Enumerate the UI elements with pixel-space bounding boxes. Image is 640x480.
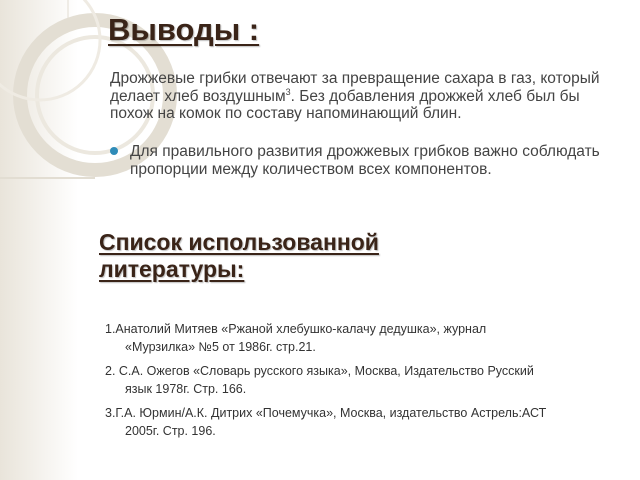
reference-line: язык 1978г. Стр. 166. (125, 382, 247, 396)
bullet-icon (110, 147, 118, 155)
reference-line: 2. С.А. Ожегов «Словарь русского языка», Москва, Издательство Русский (105, 364, 534, 378)
reference-item (105, 362, 615, 398)
conclusion-text-part1: Дрожжевые грибки отвечают за превращение сахара в газ, который делает хлеб воздушным (110, 70, 600, 105)
page-title: Выводы : (108, 12, 260, 47)
reference-item (105, 320, 615, 356)
conclusion-text-part2: . Без добавления дрожжей хлеб был бы похож на комок по составу напоминающий блин. (110, 87, 580, 122)
conclusion-bullet (110, 143, 610, 178)
reference-item (105, 404, 615, 440)
reference-line: 3.Г.А. Юрмин/А.К. Дитрих «Почемучка», Москва, издательство Астрель:АСТ (105, 406, 547, 420)
reference-line: «Мурзилка» №5 от 1986г. стр.21. (125, 340, 316, 354)
bullet-text: Для правильного развития дрожжевых грибков важно соблюдать пропорции между количеством всех компонентов. (130, 143, 600, 178)
conclusion-paragraph (110, 70, 610, 123)
footnote-marker: 3 (285, 86, 291, 97)
references-heading: Список использованной литературы: (99, 229, 379, 282)
reference-line: 1.Анатолий Митяев «Ржаной хлебушко-калачу дедушка», журнал (105, 322, 487, 336)
references-list (105, 320, 615, 446)
reference-line: 2005г. Стр. 196. (125, 424, 216, 438)
